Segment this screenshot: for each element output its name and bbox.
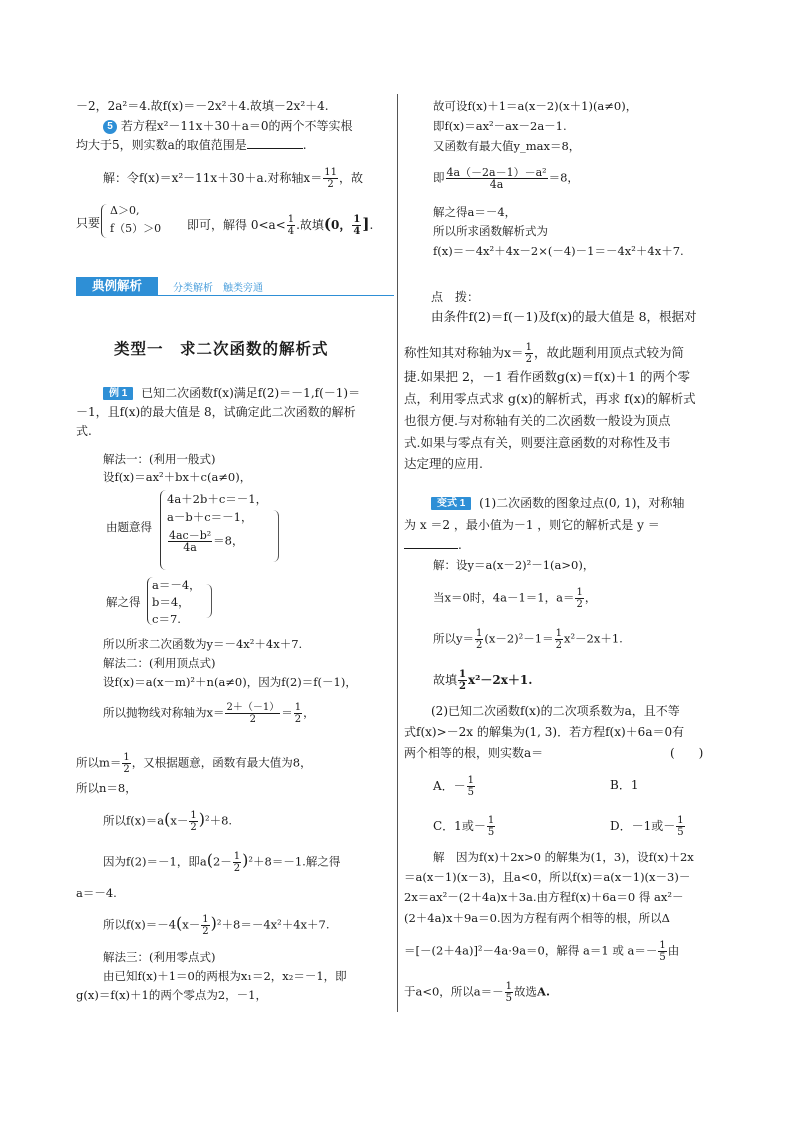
answer-blank xyxy=(404,548,458,549)
method-2-axis: 所以抛物线对称轴为x＝ $\frac{2+(-1)}{2}$ ＝ $\frac{1}{2}$ ， xyxy=(103,702,315,725)
solution-line4: (2＋4a)x＋9a＝0.因为方程有两个相等的根，所以Δ xyxy=(404,911,670,925)
method-2-result: 所以f(x)＝－4(x－ $\frac{1}{2}$ )²＋8＝－4x²＋4x＋7. xyxy=(103,913,330,937)
option-a: A．－ $\frac{1}{5}$ xyxy=(433,775,475,798)
variant-2-line3: 两个相等的根，则实数a＝ xyxy=(404,746,544,760)
solution-line1: 解 因为f(x)＋2x>0 的解集为(1，3)，设f(x)＋2x xyxy=(433,850,694,864)
method-3-line2: g(x)＝f(x)＋1的两个零点为2，－1， xyxy=(76,988,267,1002)
solution-b: b＝4， xyxy=(152,595,190,609)
question-number-badge: 5 xyxy=(103,120,117,134)
solution-line6: 于a<0，所以a＝－ $\frac{1}{5}$ 故选A. xyxy=(404,981,550,1004)
method-1-answer: 所以所求二次函数为y＝－4x²＋4x＋7. xyxy=(103,637,303,651)
option-d: D．－1或－ $\frac{1}{5}$ xyxy=(610,815,684,838)
r-line2: 即f(x)＝ax²－ax－2a－1. xyxy=(433,119,567,133)
r-line6: 所以所求函数解析式为 xyxy=(433,224,548,238)
question-5-line1: 5 若方程x²－11x＋30＋a＝0的两个不等实根 xyxy=(103,119,353,134)
method-2-solve: 因为f(2)＝－1，即a(2－ $\frac{1}{2}$ )²＋8＝－1.解之得 xyxy=(103,850,341,874)
section-subtitle: 分类解析 触类旁通 xyxy=(173,283,263,294)
type-title: 类型一 求二次函数的解析式 xyxy=(114,340,329,358)
variant-1-answer: 故填 $\frac{1}{2}$ x²－2x＋1. xyxy=(433,669,533,692)
example-1-line2: －1，且f(x)的最大值是 8，试确定此二次函数的解析 xyxy=(76,405,356,419)
answer-blank xyxy=(247,148,303,149)
method-2-title: 解法二：(利用顶点式) xyxy=(103,656,216,670)
solution-line2: ＝a(x－1)(x－3)，且a<0，所以f(x)＝a(x－1)(x－3)－ xyxy=(404,870,691,884)
condition-delta: Δ＞0, xyxy=(110,204,140,217)
system-brace xyxy=(101,204,107,238)
example-1-line3: 式. xyxy=(76,424,92,438)
method-3-line1: 由已知f(x)＋1＝0的两根为x₁＝2，x₂＝－1，即 xyxy=(103,969,347,983)
r-line4: 即 $\frac{\text{4a（－2a－1）－a²}}{4a}$ ＝8， xyxy=(433,166,579,191)
prev-answer-line: －2，2a²＝4.故f(x)＝－2x²＋4.故填－2x²＋4. xyxy=(76,99,329,113)
variant-1-sol1: 解：设y＝a(x－2)²－1(a>0)， xyxy=(433,558,595,572)
section-title: 典例解析 xyxy=(76,277,158,295)
fraction: $\frac{1}{4}$ xyxy=(287,214,295,237)
variant-1-sol3: 所以y＝ $\frac{1}{2}$ (x－2)²－1＝ $\frac{1}{2}$ x²－2x＋1. xyxy=(433,628,623,651)
r-line3: 又函数有最大值y_max＝8， xyxy=(433,139,581,153)
method-2-m: 所以m＝ $\frac{1}{2}$ ，又根据题意，函数有最大值为8， xyxy=(76,752,312,775)
variant-2-line1: (2)已知二次函数f(x)的二次项系数为a，且不等 xyxy=(431,704,680,718)
example-badge: 例 1 xyxy=(103,387,133,400)
option-c: C．1或－ $\frac{1}{5}$ xyxy=(433,815,495,838)
tip-line6: 式.如果与零点有关，则要注意函数的对称性及韦 xyxy=(404,435,671,450)
answer-paren: ( ) xyxy=(670,746,704,760)
condition-f5: f（5）＞0 xyxy=(110,222,162,235)
solution-c: c＝7. xyxy=(152,612,181,626)
method-1-sol-lead: 解之得 xyxy=(106,595,141,609)
method-2-setup: 设f(x)＝a(x－m)²＋n(a≠0)，因为f(2)＝f(－1)， xyxy=(103,675,357,689)
tip-line7: 达定理的应用. xyxy=(404,456,483,471)
method-2-a: a＝－4. xyxy=(76,886,117,900)
tip-title: 点 拨： xyxy=(431,290,480,304)
r-line5: 解之得a＝－4， xyxy=(433,205,517,219)
tip-line3: 捷.如果把 2，－1 看作函数g(x)＝f(x)＋1 的两个零 xyxy=(404,369,690,384)
r-line7: f(x)＝－4x²＋4x－2×(－4)－1＝－4x²＋4x＋7. xyxy=(433,244,684,258)
option-b: B．1 xyxy=(610,778,639,792)
tip-line4: 点，利用零点式求 g(x)的解析式，再求 f(x)的解析式 xyxy=(404,391,696,406)
method-2-form: 所以f(x)＝a(x－ $\frac{1}{2}$ )²＋8. xyxy=(103,809,233,833)
system-brace xyxy=(160,490,166,570)
variant-1-line2: 为 x ＝2 ，最小值为－1 ，则它的解析式是 y ＝ xyxy=(404,518,660,532)
fraction: $\frac{1}{4}$ xyxy=(353,214,361,237)
section-header xyxy=(76,277,394,296)
variant-1-sol2: 当x＝0时，4a－1＝1，a＝ $\frac{1}{2}$ ， xyxy=(433,587,597,610)
equation-2: a－b＋c＝－1， xyxy=(167,510,253,524)
method-3-title: 解法三：(利用零点式) xyxy=(103,950,216,964)
column-divider xyxy=(397,94,398,1012)
solution-5-lead: 只要 xyxy=(76,216,101,230)
tip-line1: 由条件f(2)＝f(－1)及f(x)的最大值是 8，根据对 xyxy=(431,309,697,324)
method-1-lead: 由题意得 xyxy=(106,520,152,534)
variant-2-line2: 式f(x)>－2x 的解集为(1, 3)．若方程f(x)＋6a＝0有 xyxy=(404,725,685,739)
tip-line2: 称性知其对称轴为x＝ $\frac{1}{2}$ ，故此题利用顶点式较为简 xyxy=(404,342,684,365)
solution-5-result: 即可，解得 0<a< $\frac{1}{4}$ .故填(0， $\frac{1}{4}$ ]. xyxy=(187,214,374,237)
system-brace-right xyxy=(273,510,279,562)
method-2-n: 所以n＝8， xyxy=(76,781,137,795)
r-line1: 故可设f(x)＋1＝a(x－2)(x＋1)(a≠0)， xyxy=(433,99,638,113)
equation-1: 4a＋2b＋c＝－1， xyxy=(167,492,268,506)
solution-line5: ＝[－(2＋4a)]²－4a·9a＝0，解得 a＝1 或 a＝－ $\frac{1}{5}$ 由 xyxy=(404,940,680,963)
equation-3: $\frac{\text{4ac－b²}}{4a}$ ＝8， xyxy=(169,529,244,554)
tip-line5: 也很方便.与对称轴有关的二次函数一般设为顶点 xyxy=(404,413,671,428)
variant-1-line3: . xyxy=(404,538,462,552)
method-1-setup: 设f(x)＝ax²＋bx＋c(a≠0)， xyxy=(103,470,252,484)
example-1-line1: 例 1 已知二次函数f(x)满足f(2)＝－1,f(－1)＝ xyxy=(103,386,360,400)
solution-line3: 2x＝ax²－(2＋4a)x＋3a.由方程f(x)＋6a＝0 得 ax²－ xyxy=(404,890,684,904)
system-brace-right xyxy=(206,584,212,618)
variant-1-line1: 变式 1 (1)二次函数的图象过点(0, 1)，对称轴 xyxy=(431,496,684,510)
question-5-line2: 均大于5，则实数a的取值范围是 . xyxy=(76,138,307,152)
solution-5-line1: 解：令f(x)＝x²－11x＋30＋a.对称轴x＝ $\frac{11}{2}$ ，故 xyxy=(103,167,363,190)
fraction: $\frac{11}{2}$ xyxy=(324,167,337,190)
variant-badge: 变式 1 xyxy=(431,497,471,510)
solution-a: a＝－4， xyxy=(152,578,201,592)
method-1-title: 解法一：(利用一般式) xyxy=(103,452,216,466)
